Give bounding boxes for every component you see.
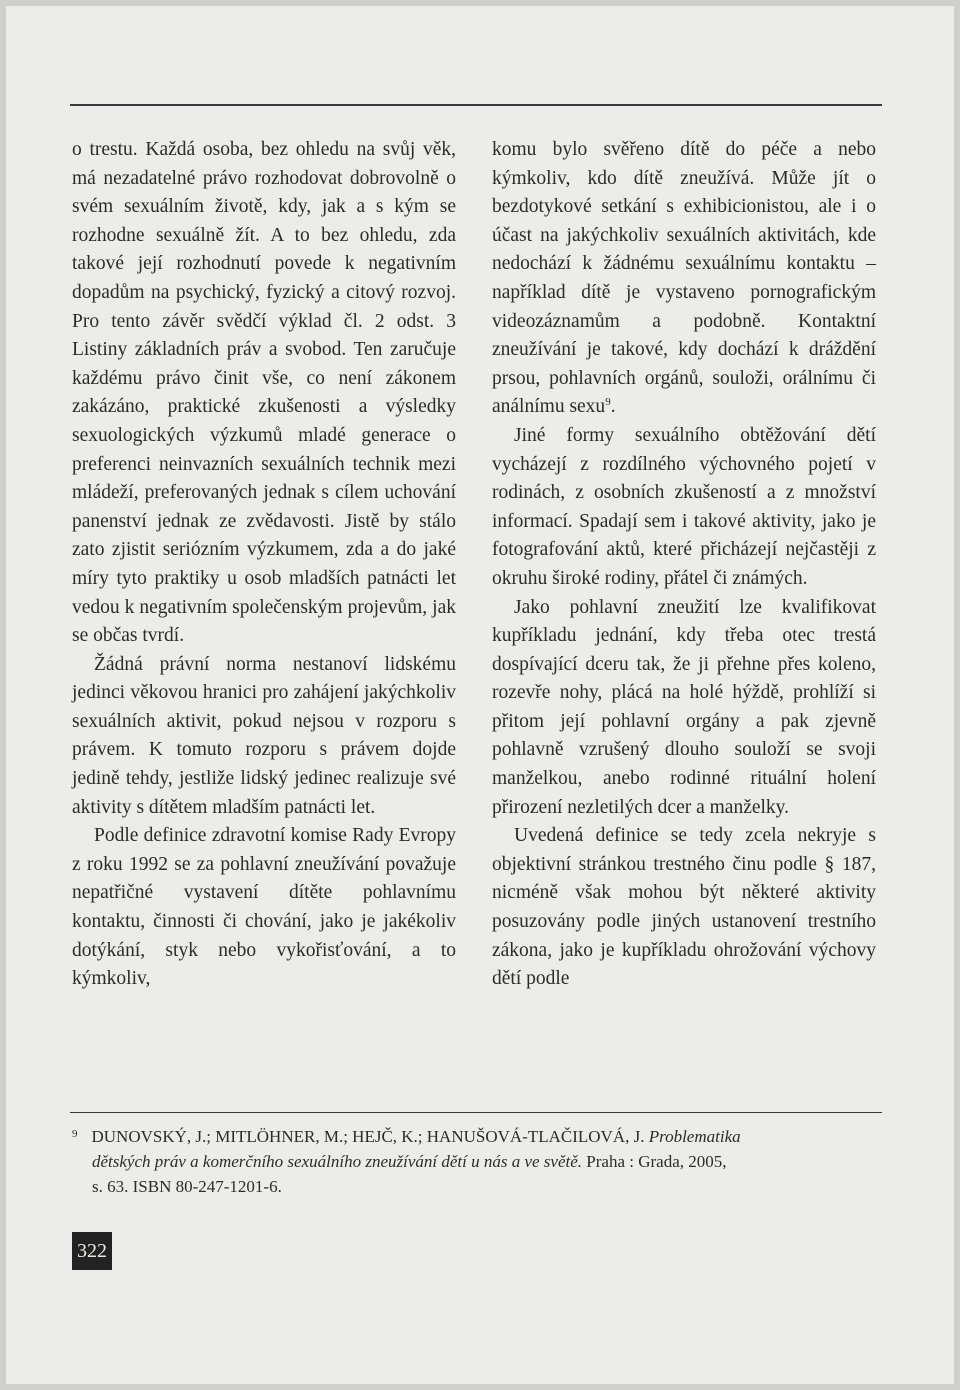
footnote-line-2 <box>72 1149 876 1174</box>
right-paragraph-4: Uvedená definice se tedy zcela nekryje s objektivní stránkou trestného činu podle § 187, nicméně však mohou být některé aktivity posuzovány podle jiných ustanovení trestního zákona, jako je kupříkladu ohrožování výchovy dětí podle <box>492 825 876 990</box>
left-column <box>72 136 456 994</box>
footnote-rule <box>70 1112 882 1113</box>
footnote <box>72 1122 876 1199</box>
right-paragraph-1-end: . <box>610 396 616 418</box>
footnote-title-part1: Problematika <box>648 1127 741 1146</box>
right-column <box>492 136 876 994</box>
top-rule <box>70 104 882 106</box>
left-paragraph-1: o trestu. Každá osoba, bez ohledu na svůj věk, má nezadatelné právo rozhodovat dobrovolně o svém sexuálním životě, kdy, jak a s kým se rozhodne sexuálně žít. A to bez ohledu, zda takové její rozhodnutí povede k negativním dopadům na psychický, fyzický a citový rozvoj. Pro tento závěr svědčí výklad čl. 2 odst. 3 Listiny základních práv a svobod. Ten zaručuje každému právo činit vše, co není zákonem zakázáno, praktické zkušenosti a výsledky sexuologických výzkumů mladé generace o preferenci neinvazních sexuálních technik mezi mládeží, preferovaných jednak s cílem uchování panenství jednak ze zvědavosti. Jistě by stálo zato zjistit seriózním výzkumem, zda a do jaké míry tyto praktiky u osob mladších patnácti let vedou k negativním společenským projevům, jak se občas tvrdí. <box>72 139 456 647</box>
footnote-marker: 9 <box>72 1128 78 1140</box>
right-paragraph-1-text: komu bylo svěřeno dítě do péče a nebo kýmkoliv, kdo dítě zneužívá. Může jít o bezdotykové setkání s exhibicionistou, ale i o účast na jakýchkoliv sexuálních aktivitách, kde nedochází k žádnému sexuálnímu kontaktu – například dítě je vystaveno pornografickým videozáznamům a podobně. Kontaktní zneužívání je takové, kdy dochází k dráždění prsou, pohlavních orgánů, souloži, orálnímu či análnímu sexu <box>492 139 876 418</box>
page-number: 322 <box>72 1232 112 1270</box>
right-paragraph-3: Jako pohlavní zneužití lze kvalifikovat kupříkladu jednání, kdy třeba otec trestá dospívající dceru tak, že ji přehne přes koleno, rozevře nohy, plácá na holé hýždě, prohlíží si přitom její pohlavní orgány a pak zjevně pohlavně vzrušený dlouho souloží se svoji manželkou, anebo rodinné rituální holení přirození nezletilých dcer a manželky. <box>492 596 876 818</box>
footnote-publisher: Praha : Grada, 2005, <box>586 1152 727 1171</box>
right-paragraph-2: Jiné formy sexuálního obtěžování dětí vycházejí z rozdílného výchovného pojetí v rodinách, z osobních zkušeností a z množství informací. Spadají sem i takové aktivity, jako je fotografování aktů, které přicházejí nejčastěji z okruhu široké rodiny, přátel či známých. <box>492 424 876 589</box>
footnote-authors: DUNOVSKÝ, J.; MITLÖHNER, M.; HEJČ, K.; HANUŠOVÁ-TLAČILOVÁ, J. <box>91 1127 645 1146</box>
footnote-pages-isbn: s. 63. ISBN 80-247-1201-6. <box>92 1177 282 1196</box>
left-paragraph-2: Žádná právní norma nestanoví lidskému jedinci věkovou hranici pro zahájení jakýchkoliv sexuálních aktivit, pokud nejsou v rozporu s právem. K tomuto rozporu s právem dojde jedině tehdy, jestliže lidský jedinec realizuje své aktivity s dítětem mladším patnácti let. <box>72 653 456 818</box>
book-page <box>6 6 954 1384</box>
footnote-reference[interactable]: 9 <box>605 396 611 409</box>
left-paragraph-3: Podle definice zdravotní komise Rady Evropy z roku 1992 se za pohlavní zneužívání považuje nepatřičné vystavení dítěte pohlavnímu kontaktu, činnosti či chování, jako je jakékoliv dotýkání, styk nebo vykořisťování, a to kýmkoliv, <box>72 825 456 990</box>
right-paragraph-1 <box>492 136 876 422</box>
footnote-title-part2: dětských práv a komerčního sexuálního zneužívání dětí u nás a ve světě. <box>92 1152 583 1171</box>
